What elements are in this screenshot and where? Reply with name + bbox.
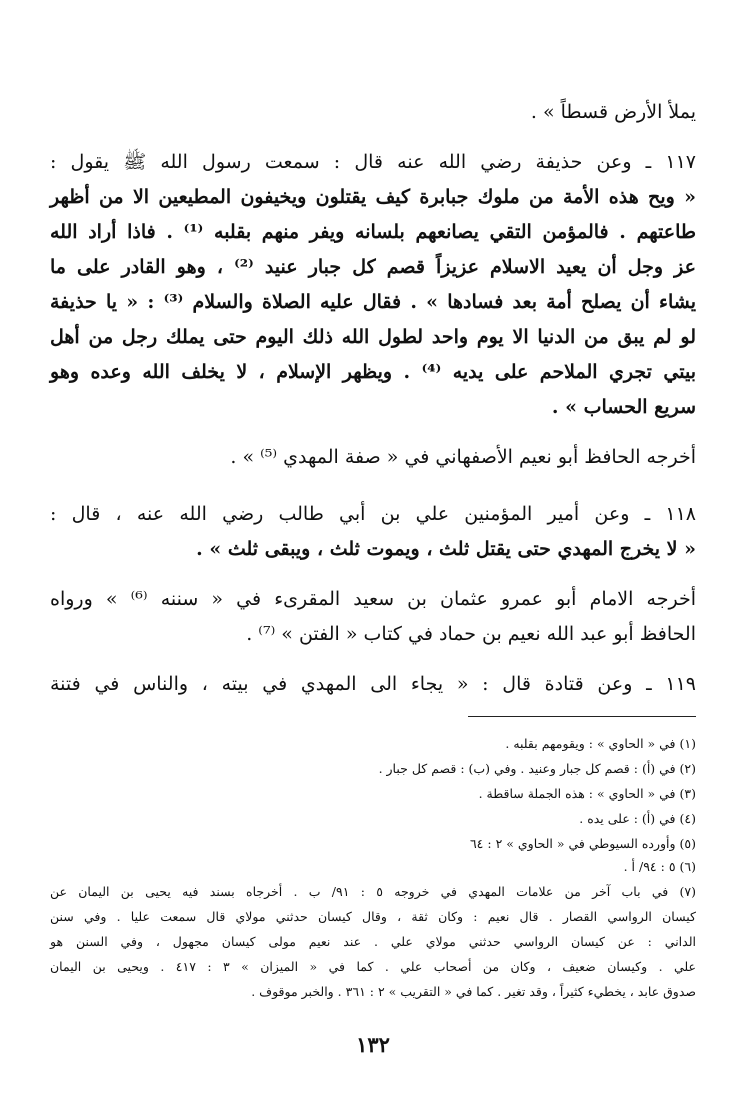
body-line: « لا يخرج المهدي حتى يقتل ثلث ، ويموت ثلث ، ويبقى ثلث » . — [196, 538, 696, 560]
body-line: « ويح هذه الأمة من ملوك جبابرة كيف يقتلون ويخيفون المطيعين الا من أظهر — [50, 186, 696, 208]
footnote-divider — [468, 716, 696, 717]
page-number: ١٣٢ — [356, 1032, 390, 1057]
hadith-119-heading: ١١٩ ـ وعن قتادة قال : « يجاء الى المهدي في بيته ، والناس في فتنة — [50, 673, 696, 695]
body-line: لو لم يبق من الدنيا الا يوم واحد لطول الله ذلك اليوم حتى يملك رجل من أهل — [50, 326, 696, 348]
footnote: (٢) في (أ) : قصم كل جبار وعنيد . وفي (ب) : قصم كل جبار . — [378, 761, 696, 776]
footnote: (٤) في (أ) : على يده . — [579, 811, 696, 826]
hadith-117-heading: ١١٧ ـ وعن حذيفة رضي الله عنه قال : سمعت رسول الله ﷺ يقول : — [50, 151, 696, 173]
body-line: سريع الحساب » . — [551, 396, 696, 418]
body-line: يشاء أن يصلح أمة بعد فسادها » . فقال عليه الصلاة والسلام ⁽³⁾ : « يا حذيفة — [50, 291, 696, 313]
footnote: (٦) ٥ : ٩٤/ أ . — [623, 859, 696, 874]
body-line: عز وجل أن يعيد الاسلام عزيزاً قصم كل جبار عنيد ⁽²⁾ ، وهو القادر على ما — [50, 256, 696, 278]
footnote: الداني : عن كيسان الرواسي حدثني مولاي علي . عند نعيم مولى كيسان مجهول ، وفي السنن هو — [50, 934, 696, 949]
footnote: صدوق عابد ، يخطيء كثيراً ، وقد تغير . كما في « التقريب » ٢ : ٣٦١ . والخبر موقوف . — [251, 984, 696, 999]
footnote: (٧) في باب آخر من علامات المهدي في خروجه ٥ : ٩١/ ب . أخرجاه بسند فيه يحيى بن اليمان عن — [50, 884, 696, 899]
source-line: أخرجه الامام أبو عمرو عثمان بن سعيد المقرىء في « سننه ⁽⁶⁾ » ورواه — [50, 588, 696, 610]
footnote: علي . وكيسان ضعيف ، وكان من أصحاب علي . كما في « الميزان » ٣ : ٤١٧ . ويحيى بن اليمان — [50, 959, 696, 974]
footnote: (١) في « الحاوي » : ويقومهم بقلبه . — [505, 736, 696, 751]
body-line: طاعتهم . فالمؤمن التقي يصانعهم بلسانه ويفر منهم بقلبه ⁽¹⁾ . فاذا أراد الله — [50, 221, 696, 243]
hadith-118-heading: ١١٨ ـ وعن أمير المؤمنين علي بن أبي طالب رضي الله عنه ، قال : — [50, 503, 696, 525]
body-line: بيتي تجري الملاحم على يديه ⁽⁴⁾ . ويظهر الإسلام ، لا يخلف الله وعده وهو — [50, 361, 696, 383]
footnote: كيسان الرواسي القصار . قال نعيم : وكان ثقة ، وقال كيسان حدثني مولاي قال سمعت عليا . وفي سنن — [50, 909, 696, 924]
footnote: (٣) في « الحاوي » : هذه الجملة ساقطة . — [478, 786, 696, 801]
body-line: يملأ الأرض قسطاً » . — [530, 101, 696, 123]
footnote: (٥) وأورده السيوطي في « الحاوي » ٢ : ٦٤ — [469, 836, 696, 851]
source-line: أخرجه الحافظ أبو نعيم الأصفهاني في « صفة المهدي ⁽⁵⁾ » . — [230, 446, 696, 468]
source-line: الحافظ أبو عبد الله نعيم بن حماد في كتاب « الفتن » ⁽⁷⁾ . — [246, 623, 696, 645]
